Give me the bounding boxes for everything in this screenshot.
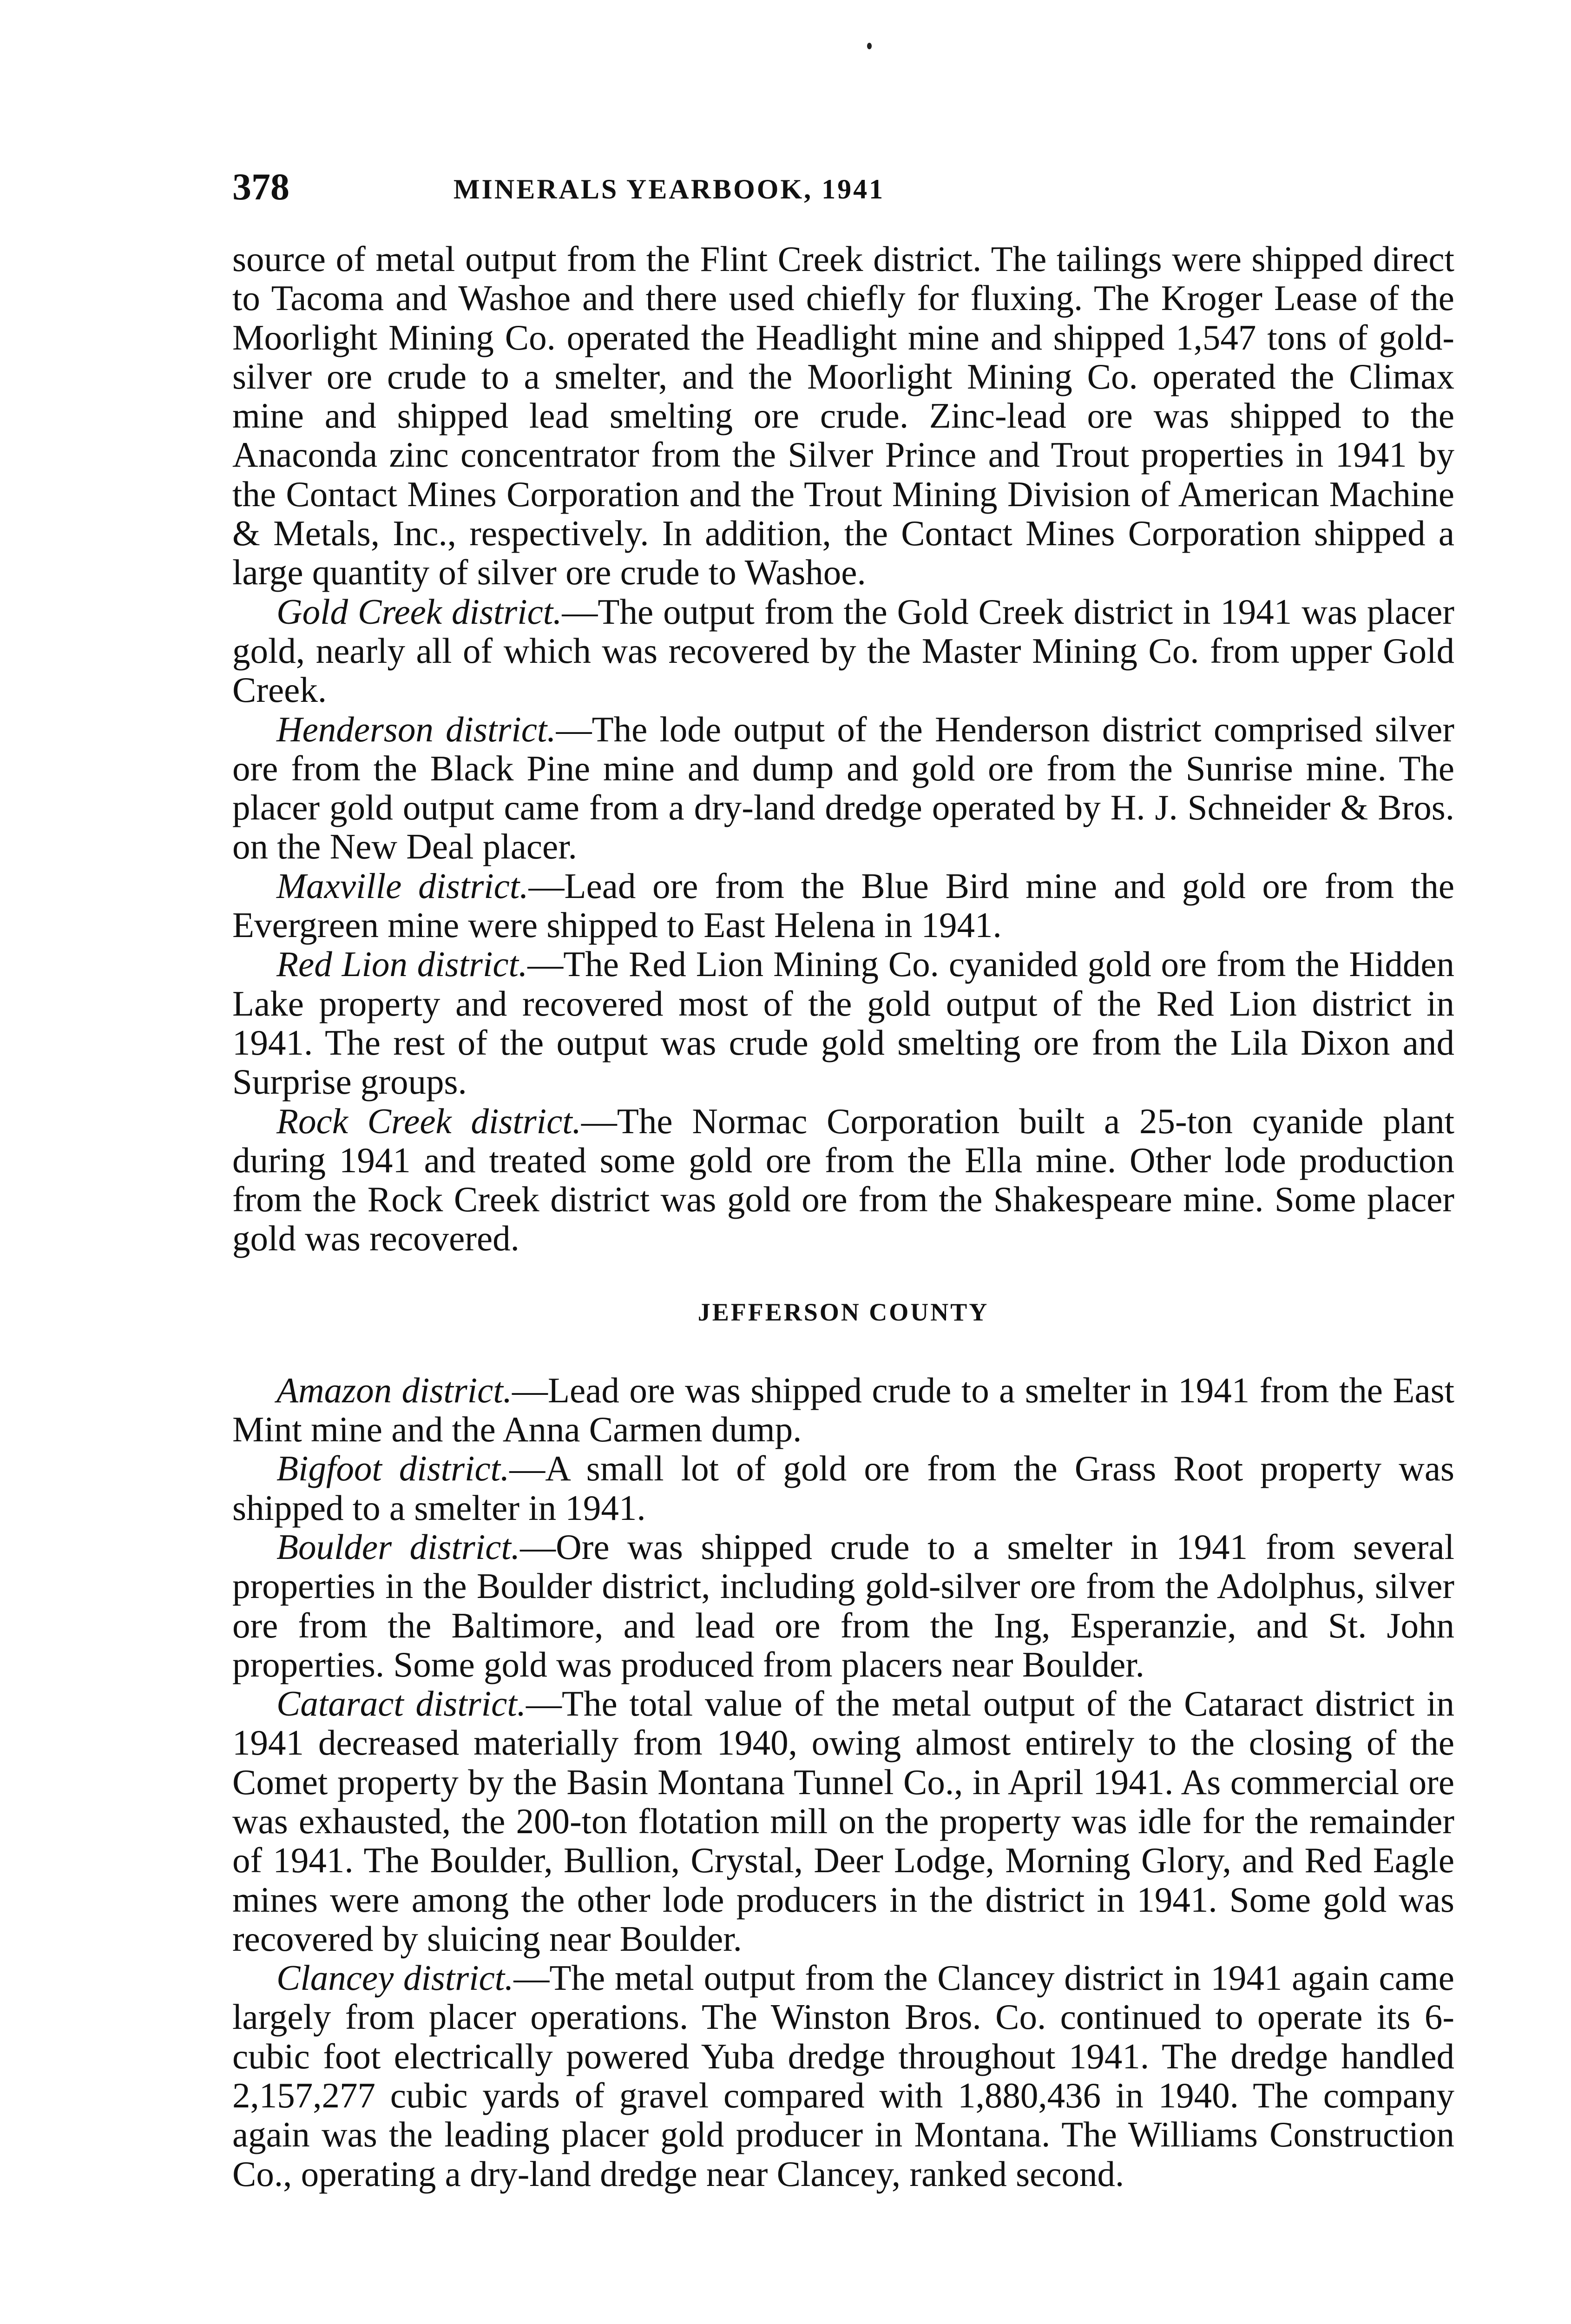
text-column: [232, 239, 1454, 2193]
district-heading: Bigfoot district.: [276, 1448, 510, 1489]
opening-paragraph: source of metal output from the Flint Creek district. The tailings were shipped direct to Tacoma and Washoe and there used chiefly for fluxing. The Kroger Lease of the Moorlight Mining Co. operated the Headlight mine and shipped 1,547 tons of gold-silver ore crude to a smelter, and the Moorlight Mining Co. operated the Climax mine and shipped lead smelting ore crude. Zinc-lead ore was shipped to the Anaconda zinc concentrator from the Silver Prince and Trout properties in 1941 by the Contact Mines Corporation and the Trout Mining Division of American Machine & Metals, Inc., respectively. In addition, the Contact Mines Corporation shipped a large quantity of silver ore crude to Washoe.: [232, 239, 1454, 593]
district-heading: Gold Creek district.: [276, 591, 562, 632]
district-heading: Clancey district.: [276, 1958, 514, 1998]
district-heading: Red Lion district.: [276, 944, 528, 984]
print-speck: [867, 43, 872, 49]
paragraph-amazon-district: [232, 1371, 1454, 1449]
district-text: —Lead ore was shipped crude to a smelter in 1941 from the East Mint mine and the Anna Carmen dump.: [232, 1370, 1454, 1450]
district-text: —The metal output from the Clancey district in 1941 again came largely from placer operations. The Winston Bros. Co. continued to operate its 6-cubic foot electrically powered Yuba dredge throughout 1941. The dredge handled 2,157,277 cubic yards of gravel compared with 1,880,436 in 1940. The company again was the leading placer gold producer in Montana. The Williams Construction Co., operating a dry-land dredge near Clancey, ranked second.: [232, 1958, 1454, 2194]
district-text: —The Red Lion Mining Co. cyanided gold ore from the Hidden Lake property and recovered most of the gold output of the Red Lion district in 1941. The rest of the output was crude gold smelting ore from the Lila Dixon and Surprise groups.: [232, 944, 1454, 1102]
paragraph-red-lion-district: [232, 944, 1454, 1101]
district-text: —The Normac Corporation built a 25-ton cyanide plant during 1941 and treated some gold ore from the Ella mine. Other lode production from the Rock Creek district was gold ore from the Shakespeare mine. Some placer gold was recovered.: [232, 1101, 1454, 1259]
district-heading: Cataract district.: [276, 1684, 526, 1724]
page-number: 378: [232, 165, 289, 208]
paragraph-rock-creek-district: [232, 1102, 1454, 1258]
paragraph-cataract-district: [232, 1684, 1454, 1958]
section-heading-jefferson-county: JEFFERSON COUNTY: [697, 1298, 989, 1326]
paragraph-bigfoot-district: [232, 1449, 1454, 1527]
district-text: —The output from the Gold Creek district in 1941 was placer gold, nearly all of which was recovered by the Master Mining Co. from upper Gold Creek.: [232, 591, 1454, 710]
district-text: —Ore was shipped crude to a smelter in 1941 from several properties in the Boulder district, including gold-silver ore from the Adolphus, silver ore from the Baltimore, and lead ore from the Ing, Esperanzie, and St. John properties. Some gold was produced from placers near Boulder.: [232, 1526, 1454, 1684]
paragraph-henderson-district: [232, 710, 1454, 866]
district-heading: Rock Creek district.: [276, 1101, 581, 1141]
paragraph-boulder-district: [232, 1527, 1454, 1684]
paragraph-clancey-district: [232, 1958, 1454, 2193]
district-heading: Henderson district.: [276, 709, 556, 749]
running-title: MINERALS YEARBOOK, 1941: [453, 174, 885, 205]
district-text: —A small lot of gold ore from the Grass Root property was shipped to a smelter in 1941.: [232, 1448, 1454, 1528]
page-header: [232, 164, 1106, 215]
district-heading: Amazon district.: [276, 1370, 513, 1410]
paragraph-gold-creek-district: [232, 592, 1454, 710]
district-heading: Boulder district.: [276, 1526, 520, 1567]
district-heading: Maxville district.: [276, 865, 529, 906]
paragraph-maxville-district: [232, 866, 1454, 945]
district-text: —Lead ore from the Blue Bird mine and gold ore from the Evergreen mine were shipped to East Helena in 1941.: [232, 865, 1455, 945]
district-text: —The lode output of the Henderson district comprised silver ore from the Black Pine mine and dump and gold ore from the Sunrise mine. The placer gold output came from a dry-land dredge operated by H. J. Schneider & Bros. on the New Deal placer.: [232, 709, 1454, 867]
district-text: —The total value of the metal output of the Cataract district in 1941 decreased materially from 1940, owing almost entirely to the closing of the Comet property by the Basin Montana Tunnel Co., in April 1941. As commercial ore was exhausted, the 200-ton flotation mill on the property was idle for the remainder of 1941. The Boulder, Bullion, Crystal, Deer Lodge, Morning Glory, and Red Eagle mines were among the other lode producers in the district in 1941. Some gold was recovered by sluicing near Boulder.: [232, 1684, 1454, 1959]
